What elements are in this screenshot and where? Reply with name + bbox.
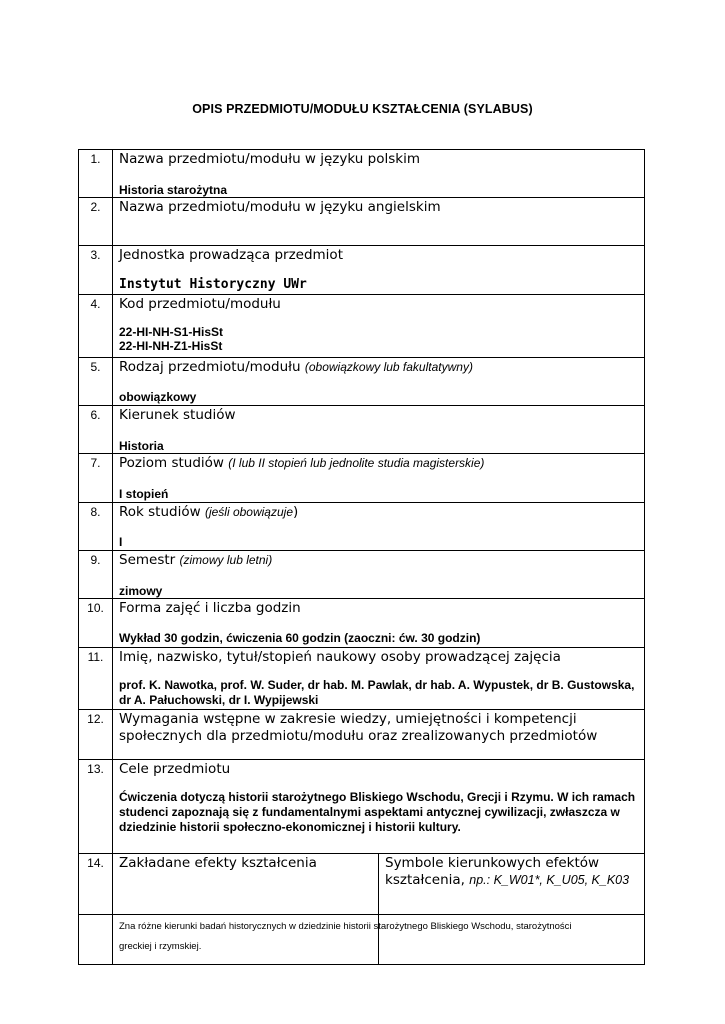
row-value: I stopień	[119, 487, 169, 501]
effect-text: Zna różne kierunki badań historycznych w dziedzinie historii starożytnego Bliskiego Wschodu, starożytności greckiej i rzymskiej.	[119, 921, 572, 952]
row-label: Rodzaj przedmiotu/modułu	[119, 359, 301, 375]
row-number: 3.	[79, 246, 113, 295]
row-value: Historia starożytna	[119, 183, 228, 197]
row-label: Forma zajęć i liczba godzin	[119, 600, 301, 616]
row-number: 13.	[79, 760, 113, 854]
table-row	[79, 358, 645, 406]
row-label: Zakładane efekty kształcenia	[119, 855, 317, 871]
row-value: zimowy	[119, 584, 163, 598]
row-value: 22-HI-NH-S1-HisSt	[119, 325, 224, 339]
row-value: Wykład 30 godzin, ćwiczenia 60 godzin (zaoczni: ćw. 30 godzin)	[119, 631, 481, 645]
row-hint: (jeśli obowiązuje	[204, 505, 293, 519]
row-number: 2.	[79, 198, 113, 246]
row-value: prof. K. Nawotka, prof. W. Suder, dr hab. M. Pawlak, dr hab. A. Wypustek, dr B. Gustowska, dr A. Pałuchowski, dr I. Wypijewski	[119, 678, 635, 707]
symbols-label: Symbole kierunkowych efektów kształcenia,	[385, 855, 600, 888]
row-number: 7.	[79, 454, 113, 503]
table-row	[79, 503, 645, 551]
row-number: 5.	[79, 358, 113, 406]
row-label: Cele przedmiotu	[119, 761, 231, 777]
row-label: Poziom studiów	[119, 455, 224, 471]
row-value-2: 22-HI-NH-Z1-HisSt	[119, 339, 223, 353]
row-hint: (obowiązkowy lub fakultatywny)	[304, 360, 473, 374]
row-value: obowiązkowy	[119, 390, 197, 404]
table-row	[79, 915, 645, 965]
table-row	[79, 854, 645, 915]
row-number: 8.	[79, 503, 113, 551]
row-number: 1.	[79, 150, 113, 198]
row-hint: (I lub II stopień lub jednolite studia magisterskie)	[228, 456, 485, 470]
table-row	[79, 648, 645, 710]
table-row	[79, 454, 645, 503]
table-row	[79, 295, 645, 358]
table-row	[79, 246, 645, 295]
row-number: 10.	[79, 599, 113, 648]
row-label: Wymagania wstępne w zakresie wiedzy, umiejętności i kompetencji społecznych dla przedmiotu/modułu oraz zrealizowanych przedmiotów	[119, 711, 598, 744]
row-value: Ćwiczenia dotyczą historii starożytnego Bliskiego Wschodu, Grecji i Rzymu. W ich ramach studenci zapoznają się z fundamentalnymi aspektami antycznej cywilizacji, zwłaszcza w dziedzinie historii społeczno-ekonomicznej i historii kultury.	[119, 790, 636, 834]
row-label: Imię, nazwisko, tytuł/stopień naukowy osoby prowadzącej zajęcia	[119, 649, 561, 665]
row-value: Instytut Historyczny UWr	[119, 277, 307, 292]
document-title: OPIS PRZEDMIOTU/MODUŁU KSZTAŁCENIA (SYLABUS)	[192, 102, 533, 116]
row-label: Semestr	[119, 552, 176, 568]
row-number: 11.	[79, 648, 113, 710]
row-label: Nazwa przedmiotu/modułu w języku polskim	[119, 151, 420, 167]
table-row	[79, 710, 645, 760]
row-label: Jednostka prowadząca przedmiot	[119, 247, 343, 263]
row-number: 6.	[79, 406, 113, 454]
row-number: 9.	[79, 551, 113, 599]
row-number: 4.	[79, 295, 113, 358]
table-row	[79, 599, 645, 648]
symbols-hint: np.: K_W01*, K_U05, K_K03	[469, 873, 630, 887]
row-label: Rok studiów	[119, 504, 201, 520]
syllabus-table	[78, 149, 645, 965]
row-label: Kod przedmiotu/modułu	[119, 296, 281, 312]
row-number: 12.	[79, 710, 113, 760]
row-hint-close: )	[293, 504, 299, 520]
table-row	[79, 198, 645, 246]
row-value: I	[119, 535, 123, 549]
table-row	[79, 150, 645, 198]
row-number: 14.	[79, 854, 113, 915]
row-hint: (zimowy lub letni)	[179, 553, 273, 567]
row-label: Nazwa przedmiotu/modułu w języku angielskim	[119, 199, 441, 215]
table-row	[79, 551, 645, 599]
table-row	[79, 760, 645, 854]
row-value: Historia	[119, 439, 164, 453]
table-row	[79, 406, 645, 454]
row-label: Kierunek studiów	[119, 407, 236, 423]
